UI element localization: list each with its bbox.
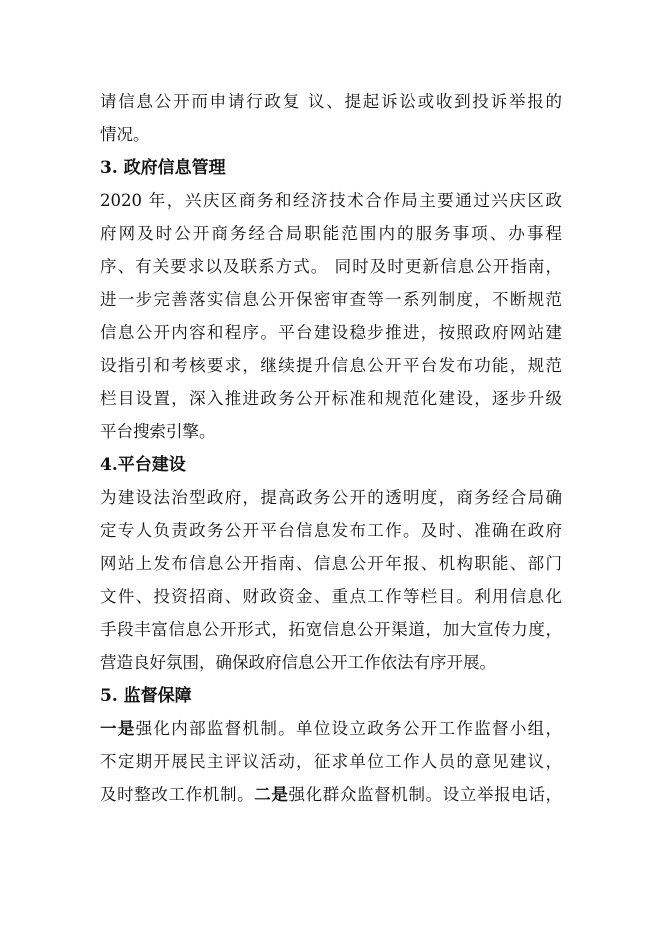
- paragraph-line: 设指引和考核要求，继续提升信息公开平台发布功能，规范: [100, 356, 562, 375]
- paragraph-line: 进一步完善落实信息公开保密审查等一系列制度，不断规范: [100, 290, 562, 309]
- section-heading-government-info-management: 3. 政府信息管理: [100, 158, 226, 178]
- paragraph-line: [100, 718, 562, 740]
- paragraph-line: 信息公开内容和程序。平台建设稳步推进，按照政府网站建: [100, 323, 562, 342]
- paragraph-line: 不定期开展民主评议活动，征求单位工作人员的意见建议，: [100, 752, 562, 771]
- paragraph-line: 定专人负责政务公开平台信息发布工作。及时、准确在政府: [100, 521, 562, 540]
- line-text: 强化内部监督机制。单位设立政务公开工作监督小组，: [135, 719, 563, 738]
- section-heading-supervision: 5. 监督保障: [100, 686, 192, 706]
- paragraph-line: 营造良好氛围，确保政府信息公开工作依法有序开展。: [100, 653, 496, 672]
- paragraph-line: 文件、投资招商、财政资金、重点工作等栏目。利用信息化: [100, 587, 562, 606]
- paragraph-line: 请信息公开而申请行政复 议、提起诉讼或收到投诉举报的: [100, 92, 562, 111]
- paragraph-line: 序、有关要求以及联系方式。 同时及时更新信息公开指南，: [100, 257, 562, 276]
- line-text: 及时整改工作机制。: [100, 785, 255, 804]
- paragraph-line: 为建设法治型政府，提高政务公开的透明度，商务经合局确: [100, 488, 562, 507]
- line-text: 强化群众监督机制。设立举报电话，: [288, 785, 563, 804]
- emphasis-first: 一是: [100, 719, 136, 738]
- paragraph-line: 府网及时公开商务经合局职能范围内的服务事项、办事程: [100, 224, 562, 243]
- paragraph-line: 平台搜索引擎。: [100, 422, 216, 441]
- paragraph-line: 手段丰富信息公开形式，拓宽信息公开渠道，加大宣传力度，: [100, 620, 562, 639]
- paragraph-line: 情况。: [100, 125, 150, 144]
- paragraph-line: 栏目设置，深入推进政务公开标准和规范化建设，逐步升级: [100, 389, 562, 408]
- emphasis-second: 二是: [254, 785, 289, 804]
- paragraph-line: 网站上发布信息公开指南、信息公开年报、机构职能、部门: [100, 554, 562, 573]
- paragraph-line: 2020 年，兴庆区商务和经济技术合作局主要通过兴庆区政: [100, 191, 562, 210]
- section-heading-platform-construction: 4.平台建设: [100, 455, 186, 475]
- paragraph-line: [100, 784, 562, 806]
